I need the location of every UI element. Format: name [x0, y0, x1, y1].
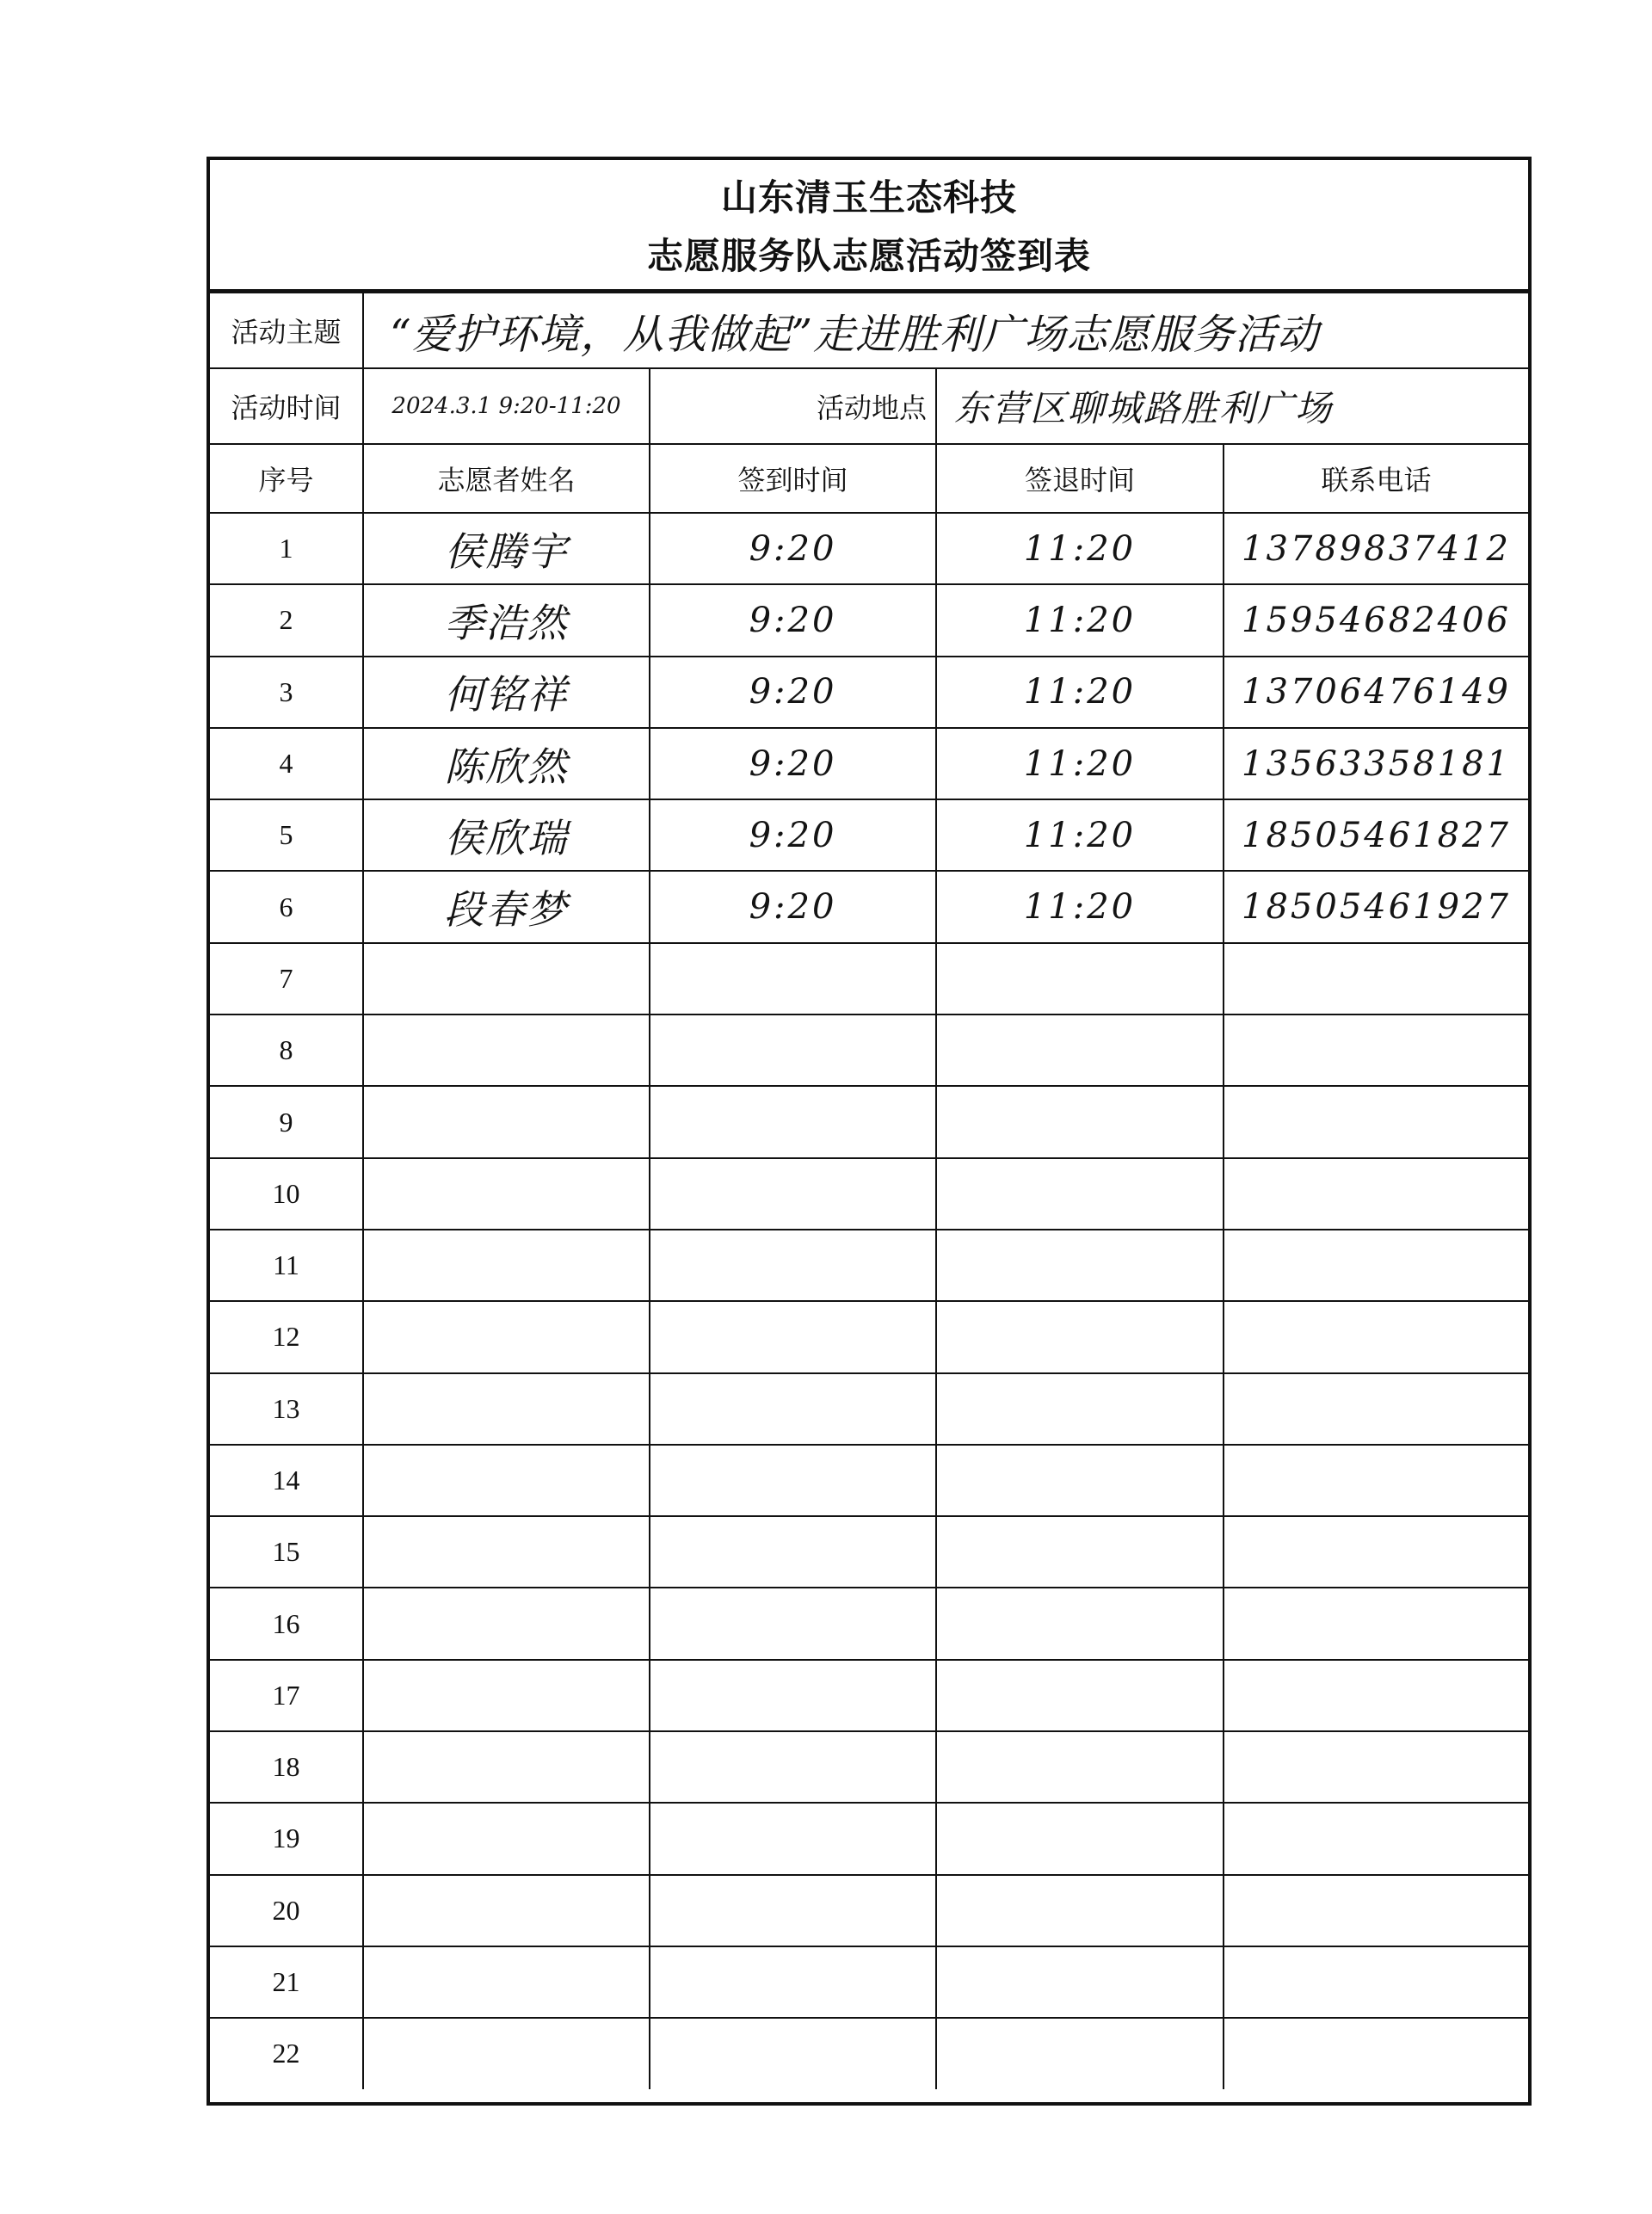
- volunteer-name: 侯腾宇: [363, 513, 650, 584]
- volunteer-name: [363, 1588, 650, 1659]
- row-number: 21: [210, 1946, 363, 2018]
- signout-time: 11:20: [936, 871, 1224, 942]
- col-header-phone: 联系电话: [1224, 444, 1528, 513]
- volunteer-name: [363, 1086, 650, 1157]
- signout-time: 11:20: [936, 728, 1224, 799]
- table-row: [210, 584, 1528, 656]
- signout-time: [936, 1445, 1224, 1516]
- table-row: [210, 1660, 1528, 1731]
- volunteer-name: [363, 1301, 650, 1372]
- phone-number: [1224, 2018, 1528, 2088]
- row-number: 16: [210, 1588, 363, 1659]
- volunteer-name: [363, 1230, 650, 1301]
- table-row: [210, 799, 1528, 871]
- signin-time: 9:20: [650, 799, 936, 871]
- signin-table: [210, 292, 1528, 2089]
- volunteer-name: [363, 1803, 650, 1874]
- volunteer-name: [363, 1946, 650, 2018]
- signout-time: [936, 2018, 1224, 2088]
- phone-number: 13563358181: [1224, 728, 1528, 799]
- row-number: 20: [210, 1875, 363, 1946]
- table-row: [210, 1014, 1528, 1086]
- phone-number: [1224, 1660, 1528, 1731]
- volunteer-name: [363, 1158, 650, 1230]
- signout-time: [936, 1230, 1224, 1301]
- signout-time: [936, 1158, 1224, 1230]
- signout-time: [936, 1803, 1224, 1874]
- table-row: [210, 728, 1528, 799]
- time-place-row: [210, 368, 1528, 444]
- table-row: [210, 1588, 1528, 1659]
- phone-number: 13789837412: [1224, 513, 1528, 584]
- signout-time: [936, 1301, 1224, 1372]
- row-number: 18: [210, 1731, 363, 1803]
- row-number: 7: [210, 943, 363, 1014]
- phone-number: [1224, 1086, 1528, 1157]
- signin-time: [650, 1875, 936, 1946]
- column-header-row: [210, 444, 1528, 513]
- signout-time: [936, 943, 1224, 1014]
- signout-time: [936, 1875, 1224, 1946]
- signout-time: [936, 1086, 1224, 1157]
- signin-time: [650, 1946, 936, 2018]
- table-row: [210, 1445, 1528, 1516]
- row-number: 15: [210, 1516, 363, 1588]
- signin-time: [650, 1660, 936, 1731]
- row-number: 13: [210, 1373, 363, 1445]
- row-number: 12: [210, 1301, 363, 1372]
- row-number: 9: [210, 1086, 363, 1157]
- row-number: 5: [210, 799, 363, 871]
- signin-sheet: [206, 157, 1532, 2106]
- signout-time: [936, 1946, 1224, 2018]
- row-number: 11: [210, 1230, 363, 1301]
- signout-time: 11:20: [936, 799, 1224, 871]
- table-row: [210, 1373, 1528, 1445]
- table-row: [210, 513, 1528, 584]
- signin-time: [650, 1445, 936, 1516]
- phone-number: [1224, 1731, 1528, 1803]
- signout-time: [936, 1588, 1224, 1659]
- phone-number: 13706476149: [1224, 657, 1528, 728]
- table-row: [210, 1230, 1528, 1301]
- signin-time: [650, 1086, 936, 1157]
- volunteer-name: 何铭祥: [363, 657, 650, 728]
- phone-number: 18505461827: [1224, 799, 1528, 871]
- row-number: 2: [210, 584, 363, 656]
- row-number: 19: [210, 1803, 363, 1874]
- table-row: [210, 1946, 1528, 2018]
- signin-time: 9:20: [650, 871, 936, 942]
- volunteer-name: [363, 1516, 650, 1588]
- phone-number: [1224, 943, 1528, 1014]
- table-row: [210, 1301, 1528, 1372]
- signout-time: [936, 1731, 1224, 1803]
- phone-number: 15954682406: [1224, 584, 1528, 656]
- phone-number: [1224, 1445, 1528, 1516]
- signin-time: [650, 2018, 936, 2088]
- signout-time: 11:20: [936, 513, 1224, 584]
- row-number: 4: [210, 728, 363, 799]
- volunteer-name: [363, 1373, 650, 1445]
- volunteer-name: 陈欣然: [363, 728, 650, 799]
- phone-number: [1224, 1875, 1528, 1946]
- time-label: 活动时间: [210, 368, 363, 444]
- phone-number: [1224, 1803, 1528, 1874]
- table-row: [210, 1516, 1528, 1588]
- row-number: 3: [210, 657, 363, 728]
- col-header-no: 序号: [210, 444, 363, 513]
- table-row: [210, 1803, 1528, 1874]
- row-number: 6: [210, 871, 363, 942]
- row-number: 22: [210, 2018, 363, 2088]
- volunteer-name: 段春梦: [363, 871, 650, 942]
- phone-number: [1224, 1230, 1528, 1301]
- signout-time: 11:20: [936, 584, 1224, 656]
- theme-label: 活动主题: [210, 293, 363, 368]
- signout-time: [936, 1660, 1224, 1731]
- theme-value: “爱护环境，从我做起”走进胜利广场志愿服务活动: [363, 293, 1528, 368]
- row-number: 8: [210, 1014, 363, 1086]
- table-row: [210, 1158, 1528, 1230]
- phone-number: [1224, 1014, 1528, 1086]
- signin-time: [650, 1158, 936, 1230]
- row-number: 14: [210, 1445, 363, 1516]
- table-row: [210, 2018, 1528, 2088]
- row-number: 1: [210, 513, 363, 584]
- signin-time: 9:20: [650, 584, 936, 656]
- table-row: [210, 943, 1528, 1014]
- signin-time: [650, 1588, 936, 1659]
- signout-time: 11:20: [936, 657, 1224, 728]
- signin-time: 9:20: [650, 513, 936, 584]
- row-number: 17: [210, 1660, 363, 1731]
- signin-time: 9:20: [650, 728, 936, 799]
- form-title: 志愿服务队志愿活动签到表: [646, 235, 1091, 277]
- phone-number: [1224, 1301, 1528, 1372]
- table-row: [210, 1086, 1528, 1157]
- signin-time: [650, 943, 936, 1014]
- phone-number: [1224, 1588, 1528, 1659]
- volunteer-name: [363, 1014, 650, 1086]
- volunteer-name: [363, 2018, 650, 2088]
- col-header-signin-time: 签到时间: [650, 444, 936, 513]
- table-row: [210, 1731, 1528, 1803]
- signin-time: [650, 1014, 936, 1086]
- time-value: 2024.3.1 9:20-11:20: [363, 368, 650, 444]
- organization-title: 山东清玉生态科技: [720, 176, 1017, 219]
- theme-row: [210, 293, 1528, 368]
- phone-number: 18505461927: [1224, 871, 1528, 942]
- signin-time: [650, 1301, 936, 1372]
- signin-time: [650, 1373, 936, 1445]
- place-label: 活动地点: [650, 368, 936, 444]
- volunteer-name: [363, 1660, 650, 1731]
- table-row: [210, 871, 1528, 942]
- table-row: [210, 1875, 1528, 1946]
- signin-time: [650, 1731, 936, 1803]
- col-header-signout-time: 签退时间: [936, 444, 1224, 513]
- place-value: 东营区聊城路胜利广场: [936, 368, 1528, 444]
- signout-time: [936, 1373, 1224, 1445]
- phone-number: [1224, 1516, 1528, 1588]
- row-number: 10: [210, 1158, 363, 1230]
- signout-time: [936, 1516, 1224, 1588]
- title-block: [210, 160, 1528, 292]
- phone-number: [1224, 1158, 1528, 1230]
- phone-number: [1224, 1946, 1528, 2018]
- volunteer-name: 季浩然: [363, 584, 650, 656]
- volunteer-name: [363, 1875, 650, 1946]
- volunteer-name: 侯欣瑞: [363, 799, 650, 871]
- volunteer-name: [363, 943, 650, 1014]
- signin-time: 9:20: [650, 657, 936, 728]
- phone-number: [1224, 1373, 1528, 1445]
- col-header-name: 志愿者姓名: [363, 444, 650, 513]
- signin-time: [650, 1516, 936, 1588]
- volunteer-name: [363, 1731, 650, 1803]
- table-row: [210, 657, 1528, 728]
- signin-time: [650, 1803, 936, 1874]
- signout-time: [936, 1014, 1224, 1086]
- signin-time: [650, 1230, 936, 1301]
- volunteer-name: [363, 1445, 650, 1516]
